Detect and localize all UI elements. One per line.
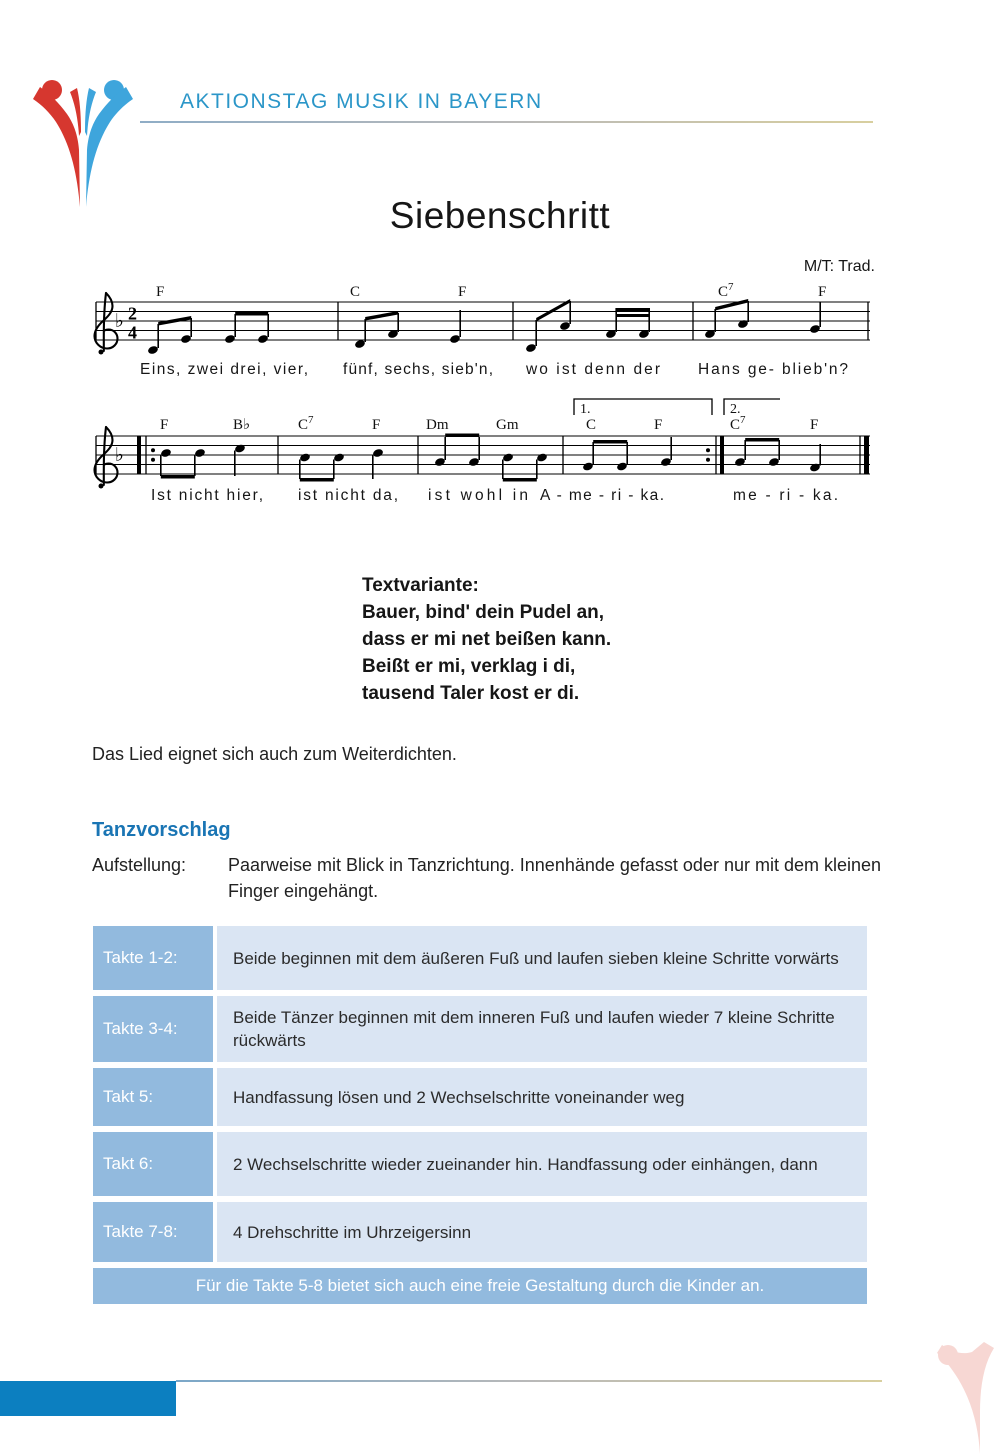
table-footer-note: Für die Takte 5-8 bietet sich auch eine freie Gestaltung durch die Kinder an. — [93, 1268, 867, 1304]
chord-label: Gm — [496, 417, 519, 433]
setup-text: Paarweise mit Blick in Tanzrichtung. Innenhände gefasst oder nur mit dem kleinen Finger eingehängt. — [228, 855, 882, 901]
chord-label: F — [372, 417, 381, 433]
header-title: AKTIONSTAG MUSIK IN BAYERN — [180, 90, 543, 113]
lyrics-line: wo ist denn der — [526, 361, 660, 378]
takt-label: Takte 1-2: — [93, 926, 213, 990]
lyrics-line: ist wohl in — [428, 487, 528, 504]
takt-label: Takte 7-8: — [93, 1202, 213, 1262]
chord-label: $C^7$ — [730, 414, 746, 433]
time-signature-bottom: 4 — [128, 322, 137, 343]
textvariante-line: Beißt er mi, verklag i di, — [362, 656, 576, 677]
textvariante-block — [362, 572, 611, 707]
chord-label: F — [810, 417, 819, 433]
table-row — [93, 996, 867, 1062]
chord-label: $C^7$ — [718, 282, 734, 300]
dance-table — [93, 926, 867, 1304]
table-row — [93, 1202, 867, 1262]
key-signature-flat: ♭ — [115, 310, 124, 332]
volta-1-bracket — [574, 399, 712, 415]
lyrics-line: Hans ge- blieb'n? — [698, 361, 848, 378]
chord-label: C — [350, 284, 361, 300]
song-note: Das Lied eignet sich auch zum Weiterdichten. — [92, 744, 457, 764]
setup-label: Aufstellung: — [92, 855, 187, 875]
song-credit: M/T: Trad. — [803, 258, 875, 275]
bottom-rule — [176, 1380, 882, 1382]
textvariante-line: Bauer, bind' dein Pudel an, — [362, 602, 605, 623]
chord-label: F — [160, 417, 169, 433]
takt-description: Handfassung lösen und 2 Wechselschritte voneinander weg — [217, 1068, 867, 1126]
notes-staff-1 — [147, 299, 821, 355]
lyrics-line: me - ri - ka. — [733, 487, 838, 504]
volta-2-label: 2. — [730, 402, 741, 417]
takt-description: 4 Drehschritte im Uhrzeigersinn — [217, 1202, 867, 1262]
dancers-logo-icon — [28, 74, 140, 209]
key-signature-flat: ♭ — [115, 444, 124, 466]
volta-1-label: 1. — [580, 402, 591, 417]
lyrics-line: ist nicht da, — [298, 487, 398, 504]
takt-description: Beide beginnen mit dem äußeren Fuß und laufen sieben kleine Schritte vorwärts — [217, 926, 867, 990]
chord-label: $C^7$ — [298, 414, 314, 433]
textvariante-line: dass er mi net beißen kann. — [362, 629, 612, 650]
takt-description: Beide Tänzer beginnen mit dem inneren Fuß und laufen wieder 7 kleine Schritte rückwärts — [217, 996, 867, 1062]
time-signature-top: 2 — [128, 303, 137, 324]
chord-label: F — [458, 284, 467, 300]
logo-watermark — [936, 1342, 1000, 1454]
table-row — [93, 1068, 867, 1126]
chord-label: Dm — [426, 417, 449, 433]
table-row — [93, 926, 867, 990]
chord-label: F — [156, 284, 165, 300]
chord-label: F — [818, 284, 827, 300]
dance-heading: Tanzvorschlag — [92, 819, 231, 841]
lyrics-line: Eins, zwei drei, vier, — [140, 361, 308, 378]
lyrics-line: fünf, sechs, sieb'n, — [343, 361, 493, 378]
chord-label: B♭ — [233, 417, 251, 433]
setup-row — [92, 852, 888, 904]
textvariante-heading: Textvariante: — [362, 575, 479, 596]
takt-label: Takt 6: — [93, 1132, 213, 1196]
chord-label: C — [586, 417, 597, 433]
chord-label: F — [654, 417, 663, 433]
song-title: Siebenschritt — [389, 195, 611, 236]
takt-label: Takt 5: — [93, 1068, 213, 1126]
staff-2 — [95, 399, 871, 504]
table-row — [93, 1132, 867, 1196]
bottom-bar — [0, 1381, 176, 1416]
lyrics-line: A - me - ri - ka. — [540, 487, 664, 504]
takt-description: 2 Wechselschritte wieder zueinander hin. Handfassung oder einhängen, dann — [217, 1132, 867, 1196]
sheet-music — [88, 282, 880, 527]
staff-1 — [95, 282, 871, 378]
textvariante-line: tausend Taler kost er di. — [362, 683, 580, 704]
lyrics-line: Ist nicht hier, — [151, 487, 263, 504]
header-rule — [140, 121, 873, 123]
takt-label: Takte 3-4: — [93, 996, 213, 1062]
